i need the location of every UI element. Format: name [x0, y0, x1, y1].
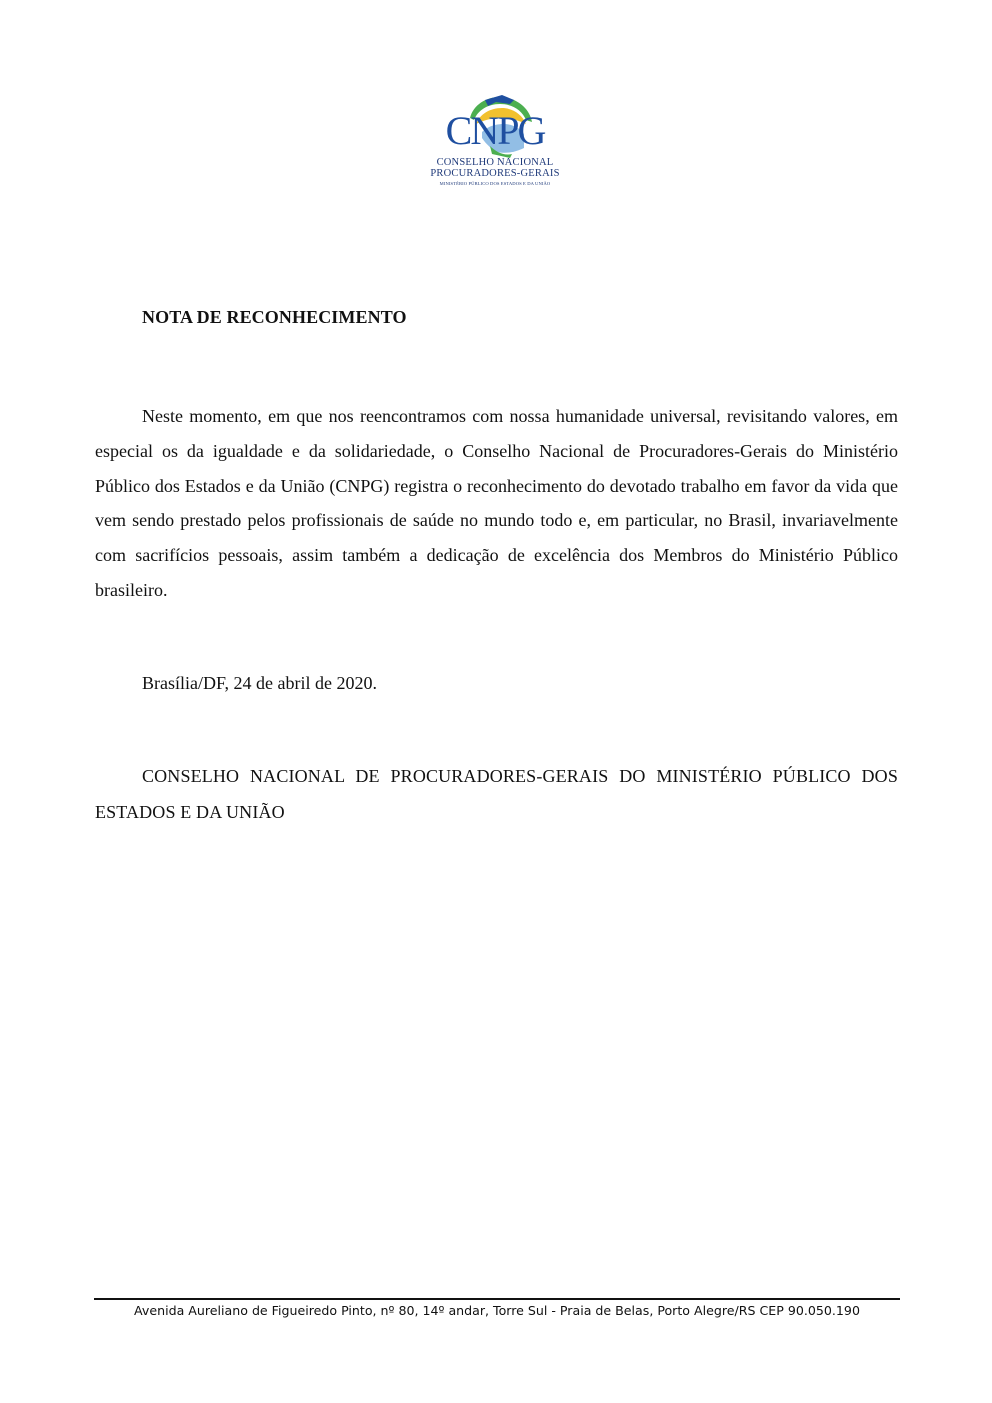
- cnpg-emblem-icon: [430, 92, 560, 158]
- document-title: NOTA DE RECONHECIMENTO: [142, 307, 407, 327]
- date-line: Brasília/DF, 24 de abril de 2020.: [142, 673, 378, 693]
- body-paragraph: Neste momento, em que nos reencontramos com nossa humanidade universal, revisitando valores, em especial os da igualdade e da solidariedade, o Conselho Nacional de Procuradores-Gerais do Ministério Público dos Estados e da União (CNPG) registra o reconhecimento do devotado trabalho em favor da vida que vem sendo prestado pelos profissionais de saúde no mundo todo e, em particular, no Brasil, invariavelmente com sacrifícios pessoais, assim também a dedicação de excelência dos Membros do Ministério Público brasileiro.: [95, 406, 898, 600]
- footer-divider: [94, 1298, 900, 1300]
- cnpg-logo: [430, 92, 560, 192]
- logo-acronym: CNPG: [445, 108, 545, 153]
- signature-block: CONSELHO NACIONAL DE PROCURADORES-GERAIS DO MINISTÉRIO PÚBLICO DOS ESTADOS E DA UNIÃO: [95, 766, 898, 822]
- footer-address: Avenida Aureliano de Figueiredo Pinto, nº 80, 14º andar, Torre Sul - Praia de Belas, Porto Alegre/RS CEP 90.050.190: [134, 1303, 860, 1318]
- logo-line-1: CONSELHO NACIONAL: [436, 157, 554, 168]
- logo-line-3: MINISTÉRIO PÚBLICO DOS ESTADOS E DA UNIÃO: [439, 181, 551, 186]
- logo-line-2: PROCURADORES-GERAIS: [430, 168, 560, 179]
